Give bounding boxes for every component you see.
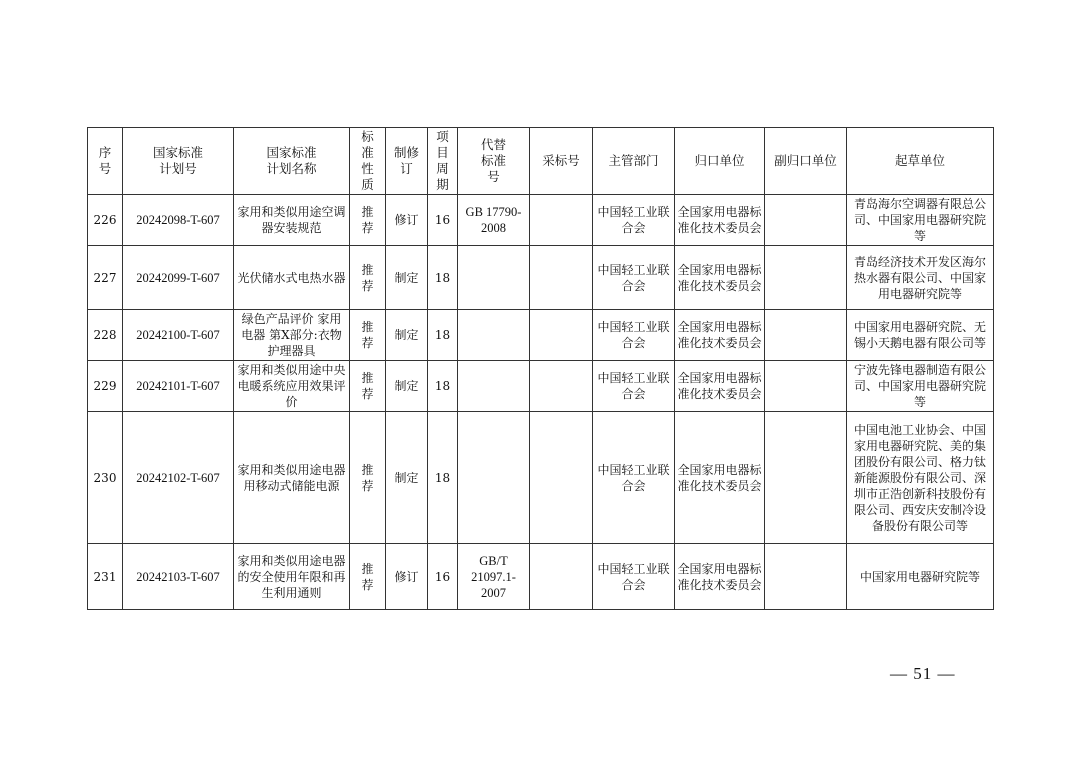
cell-revise: 修订: [386, 195, 428, 246]
header-seq: 序 号: [88, 128, 123, 195]
cell-plan-no: 20242101-T-607: [123, 361, 234, 412]
cell-seq: 231: [88, 544, 123, 610]
cell-adopted: [530, 310, 593, 361]
cell-period: 18: [428, 361, 458, 412]
header-plan-name: 国家标准 计划名称: [234, 128, 350, 195]
cell-sub-owner: [765, 310, 847, 361]
cell-adopted: [530, 544, 593, 610]
cell-dept: 中国轻工业联合会: [593, 310, 675, 361]
cell-owner: 全国家用电器标准化技术委员会: [675, 361, 765, 412]
cell-period: 18: [428, 246, 458, 310]
cell-plan-name: 家用和类似用途电器的安全使用年限和再生利用通则: [234, 544, 350, 610]
cell-replaces: [458, 412, 530, 544]
cell-drafter: 中国电池工业协会、中国家用电器研究院、美的集团股份有限公司、格力钛新能源股份有限公司、深圳市正浩创新科技股份有限公司、西安庆安制冷设备股份有限公司等: [847, 412, 994, 544]
cell-sub-owner: [765, 195, 847, 246]
cell-adopted: [530, 246, 593, 310]
header-plan-no: 国家标准 计划号: [123, 128, 234, 195]
cell-dept: 中国轻工业联合会: [593, 246, 675, 310]
cell-nature: 推 荐: [350, 412, 386, 544]
cell-sub-owner: [765, 246, 847, 310]
header-replaces: 代替 标准 号: [458, 128, 530, 195]
cell-plan-no: 20242100-T-607: [123, 310, 234, 361]
cell-replaces: GB/T 21097.1-2007: [458, 544, 530, 610]
cell-drafter: 中国家用电器研究院、无锡小天鹅电器有限公司等: [847, 310, 994, 361]
cell-nature: 推 荐: [350, 361, 386, 412]
header-dept: 主管部门: [593, 128, 675, 195]
table-row: [88, 195, 994, 246]
cell-sub-owner: [765, 361, 847, 412]
cell-replaces: GB 17790-2008: [458, 195, 530, 246]
cell-plan-no: 20242098-T-607: [123, 195, 234, 246]
header-nature: 标 准 性 质: [350, 128, 386, 195]
cell-replaces: [458, 246, 530, 310]
cell-dept: 中国轻工业联合会: [593, 361, 675, 412]
cell-revise: 修订: [386, 544, 428, 610]
cell-dept: 中国轻工业联合会: [593, 412, 675, 544]
cell-seq: 230: [88, 412, 123, 544]
cell-replaces: [458, 310, 530, 361]
cell-drafter: 青岛经济技术开发区海尔热水器有限公司、中国家用电器研究院等: [847, 246, 994, 310]
header-revise: 制修 订: [386, 128, 428, 195]
cell-seq: 226: [88, 195, 123, 246]
table-row: [88, 412, 994, 544]
cell-sub-owner: [765, 544, 847, 610]
cell-period: 16: [428, 544, 458, 610]
cell-revise: 制定: [386, 310, 428, 361]
cell-plan-name: 家用和类似用途空调器安装规范: [234, 195, 350, 246]
cell-plan-name: 绿色产品评价 家用电器 第X部分:衣物护理器具: [234, 310, 350, 361]
table-row: [88, 310, 994, 361]
cell-nature: 推 荐: [350, 544, 386, 610]
cell-owner: 全国家用电器标准化技术委员会: [675, 246, 765, 310]
cell-seq: 228: [88, 310, 123, 361]
header-sub-owner: 副归口单位: [765, 128, 847, 195]
cell-plan-name: 家用和类似用途电器用移动式储能电源: [234, 412, 350, 544]
cell-period: 18: [428, 412, 458, 544]
cell-plan-name: 光伏储水式电热水器: [234, 246, 350, 310]
page-number: — 51 —: [890, 664, 956, 683]
header-drafter: 起草单位: [847, 128, 994, 195]
table-row: [88, 361, 994, 412]
cell-nature: 推 荐: [350, 246, 386, 310]
cell-plan-no: 20242102-T-607: [123, 412, 234, 544]
cell-plan-name: 家用和类似用途中央电暖系统应用效果评价: [234, 361, 350, 412]
cell-revise: 制定: [386, 246, 428, 310]
cell-owner: 全国家用电器标准化技术委员会: [675, 544, 765, 610]
header-period: 项 目 周 期: [428, 128, 458, 195]
cell-adopted: [530, 412, 593, 544]
cell-revise: 制定: [386, 412, 428, 544]
cell-drafter: 中国家用电器研究院等: [847, 544, 994, 610]
cell-owner: 全国家用电器标准化技术委员会: [675, 412, 765, 544]
cell-plan-no: 20242099-T-607: [123, 246, 234, 310]
cell-period: 16: [428, 195, 458, 246]
header-row: [88, 128, 994, 195]
cell-replaces: [458, 361, 530, 412]
standards-plan-table: [87, 127, 994, 610]
header-adopted: 采标号: [530, 128, 593, 195]
table-row: [88, 544, 994, 610]
cell-nature: 推 荐: [350, 310, 386, 361]
cell-seq: 227: [88, 246, 123, 310]
cell-owner: 全国家用电器标准化技术委员会: [675, 310, 765, 361]
cell-owner: 全国家用电器标准化技术委员会: [675, 195, 765, 246]
cell-plan-no: 20242103-T-607: [123, 544, 234, 610]
cell-period: 18: [428, 310, 458, 361]
header-owner: 归口单位: [675, 128, 765, 195]
cell-seq: 229: [88, 361, 123, 412]
cell-dept: 中国轻工业联合会: [593, 544, 675, 610]
cell-nature: 推 荐: [350, 195, 386, 246]
table-row: [88, 246, 994, 310]
cell-adopted: [530, 361, 593, 412]
cell-sub-owner: [765, 412, 847, 544]
cell-adopted: [530, 195, 593, 246]
cell-drafter: 宁波先锋电器制造有限公司、中国家用电器研究院等: [847, 361, 994, 412]
cell-drafter: 青岛海尔空调器有限总公司、中国家用电器研究院等: [847, 195, 994, 246]
cell-revise: 制定: [386, 361, 428, 412]
cell-dept: 中国轻工业联合会: [593, 195, 675, 246]
